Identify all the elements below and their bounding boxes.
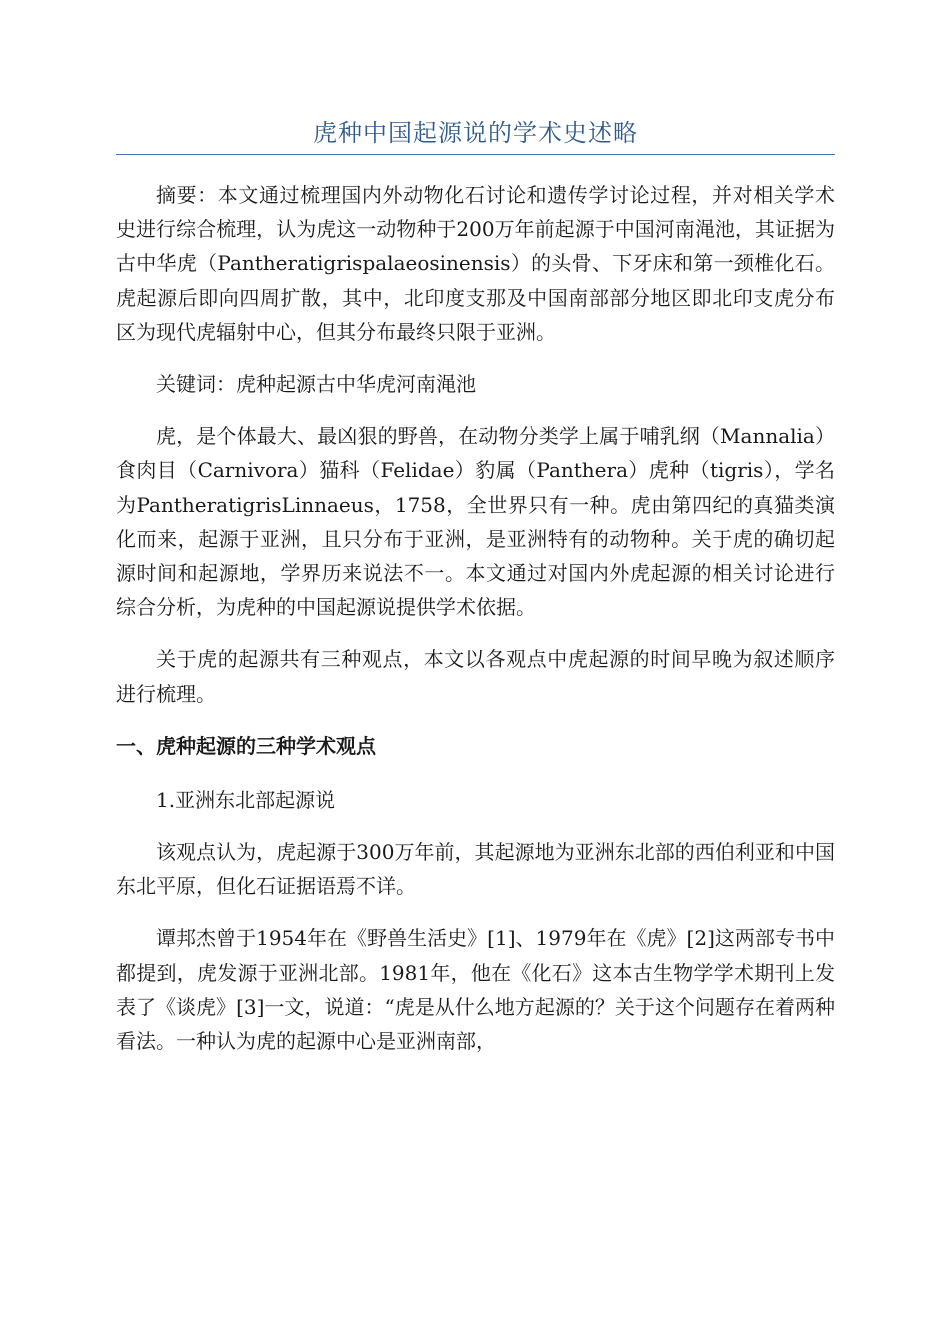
outline-paragraph: 关于虎的起源共有三种观点，本文以各观点中虎起源的时间早晚为叙述顺序进行梳理。 <box>116 647 835 706</box>
document-body <box>116 178 835 1076</box>
title-underline <box>116 154 835 155</box>
subsection-heading: 1.亚洲东北部起源说 <box>156 787 336 812</box>
section-heading: 一、虎种起源的三种学术观点 <box>116 733 376 758</box>
intro-paragraph: 虎，是个体最大、最凶狠的野兽，在动物分类学上属于哺乳纲（Mannalia）食肉目（Carnivora）猫科（Felidae）豹属（Panthera）虎种（tigris），学名为PantheratigrisLinnaeus，1758，全世界只有一种。虎由第四纪的真猫类演化而来，起源于亚洲，且只分布于亚洲，是亚洲特有的动物种。关于虎的确切起源时间和起源地，学界历来说法不一。本文通过对国内外虎起源的相关讨论进行综合分析，为虎种的中国起源说提供学术依据。 <box>116 424 835 620</box>
body-paragraph: 该观点认为，虎起源于300万年前，其起源地为亚洲东北部的西伯利亚和中国东北平原，但化石证据语焉不详。 <box>116 840 835 899</box>
abstract-paragraph: 摘要：本文通过梳理国内外动物化石讨论和遗传学讨论过程，并对相关学术史进行综合梳理，认为虎这一动物种于200万年前起源于中国河南渑池，其证据为古中华虎（Pantheratigrispalaeosinensis）的头骨、下牙床和第一颈椎化石。虎起源后即向四周扩散，其中，北印度支那及中国南部部分地区即北印支虎分布区为现代虎辐射中心，但其分布最终只限于亚洲。 <box>116 183 835 344</box>
document-title: 虎种中国起源说的学术史述略 <box>313 119 638 147</box>
body-paragraph: 谭邦杰曾于1954年在《野兽生活史》[1]、1979年在《虎》[2]这两部专书中都提到，虎发源于亚洲北部。1981年，他在《化石》这本古生物学学术期刊上发表了《谈虎》[3]一文，说道：“虎是从什么地方起源的？关于这个问题存在着两种看法。一种认为虎的起源中心是亚洲南部， <box>116 926 835 1054</box>
keywords-paragraph: 关键词：虎种起源古中华虎河南渑池 <box>156 372 476 397</box>
